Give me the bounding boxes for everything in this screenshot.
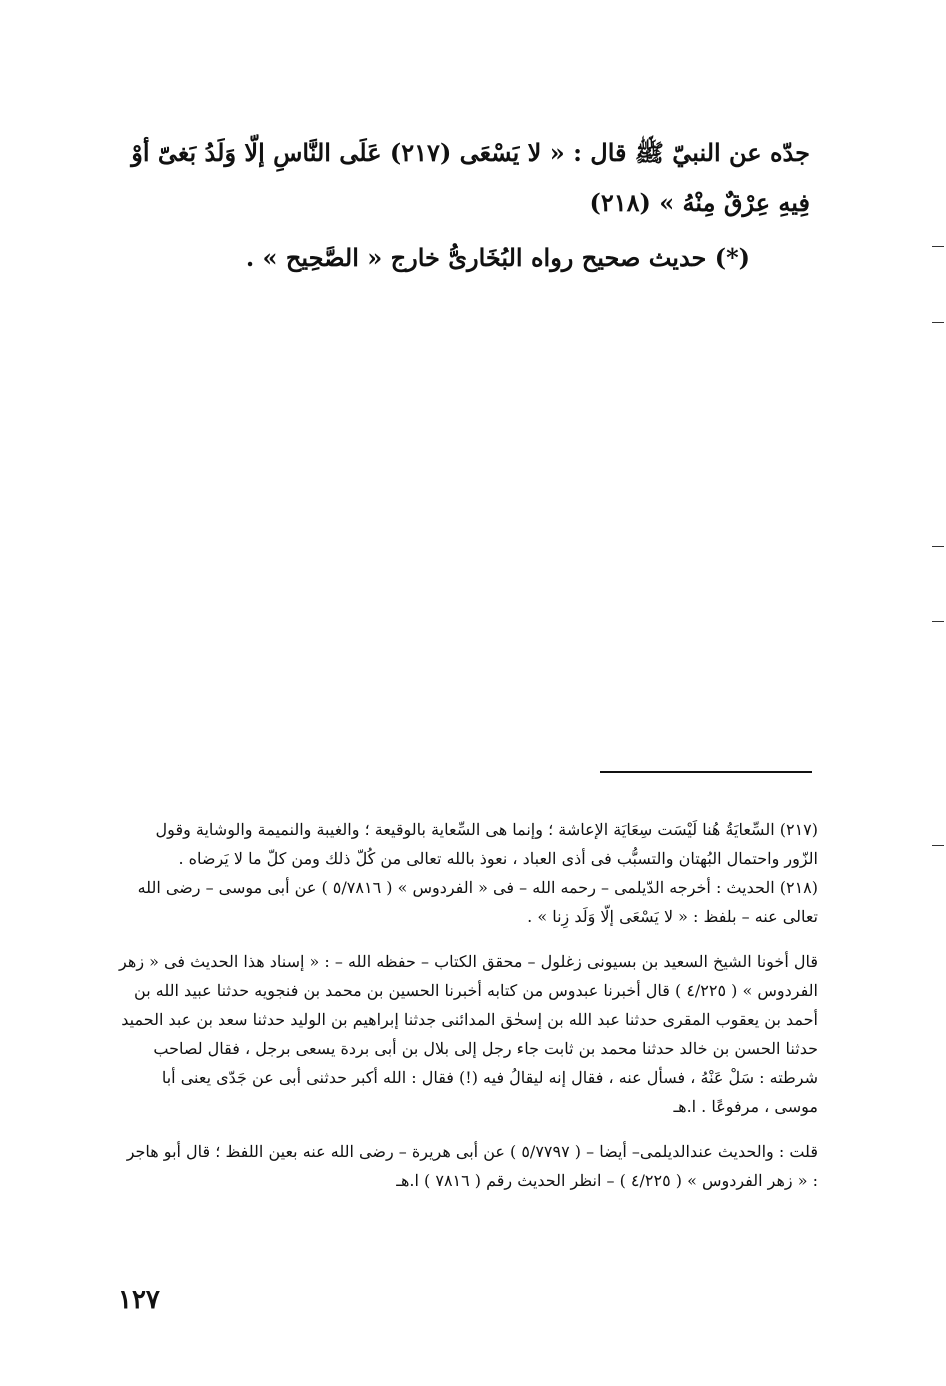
footnotes-block [118,815,818,1195]
qultu-paragraph: قلت : والحديث عندالديلمى– أيضا – ( ٥/٧٧٩٧ ) عن أبى هريرة – رضى الله عنه بعين اللفظ ؛ قال أبو هاجر : « زهر الفردوس » ( ٤/٢٢٥ ) – انظر الحديث رقم ( ٧٨١٦ ) ا.هـ [126,1142,818,1190]
zaghloul-paragraph: قال أخونا الشيخ السعيد بن بسيونى زغلول – محقق الكتاب – حفظه الله – : « إسناد هذا الحديث فى « زهر الفردوس » ( ٤/٢٢٥ ) قال أخبرنا عبدوس من كتابه أخبرنا الحسين بن محمد بن فنجويه حدثنا عبيد الله بن أحمد بن يعقوب المقرى حدثنا عبد الله بن إسحٰق المدائنى جدثنا إبراهيم بن الوليد حدثنا سعد بن عبد الحميد حدثنا الحسن بن خالد حدثنا محمد بن ثابت جاء رجل إلى بلال بن أبى بردة يسعى برجل ، فقال لصاحب شرطته : سَلْ عَنْهُ ، فسأل عنه ، فقال إنه ليقالُ فيه (!) فقال : الله أكبر حدثنى أبى عن جَدّى يعنى أبا موسى ، مرفوعًا . ا.هـ [119,952,818,1116]
scan-edge-mark [932,546,944,547]
page-number: ١٢٧ [118,1285,160,1315]
grading-note: (*) حديث صحيح رواه البُخَارىُّ خارج « الصَّحِيح » . [245,243,750,272]
scan-edge-mark [932,246,944,247]
scan-edge-mark [932,845,944,846]
scan-edge-mark [932,322,944,323]
hadith-text: جدّه عن النبيّ ﷺ قال : « لا يَسْعَى (٢١٧) عَلَى النَّاسِ إلّا وَلَدُ بَغىّ أوْ فِيهِ عِرْقٌ مِنْهُ » (٢١٨) [131,138,810,217]
footnote-divider [600,771,812,773]
scan-edge-mark [932,621,944,622]
footnote-217: (٢١٧) السِّعايَةُ هُنا لَيْسَت سِعَايَة الإعاشة ؛ وإنما هى السِّعاية بالوقيعة ؛ والغيبة والنميمة والوشاية وقول الزّور واحتمال البُهتان والتسبُّب فى أذى العباد ، نعوذ بالله تعالى من كُلّ ذلك ومن كلّ ما لا يَرضاه . [155,820,818,868]
footnote-218: (٢١٨) الحديث : أخرجه الدّيلمى – رحمه الله – فى « الفردوس » ( ٥/٧٨١٦ ) عن أبى موسى – رضى الله تعالى عنه – بلفظ : « لا يَسْعَى إلّا وَلَد زِنا » . [137,878,818,926]
